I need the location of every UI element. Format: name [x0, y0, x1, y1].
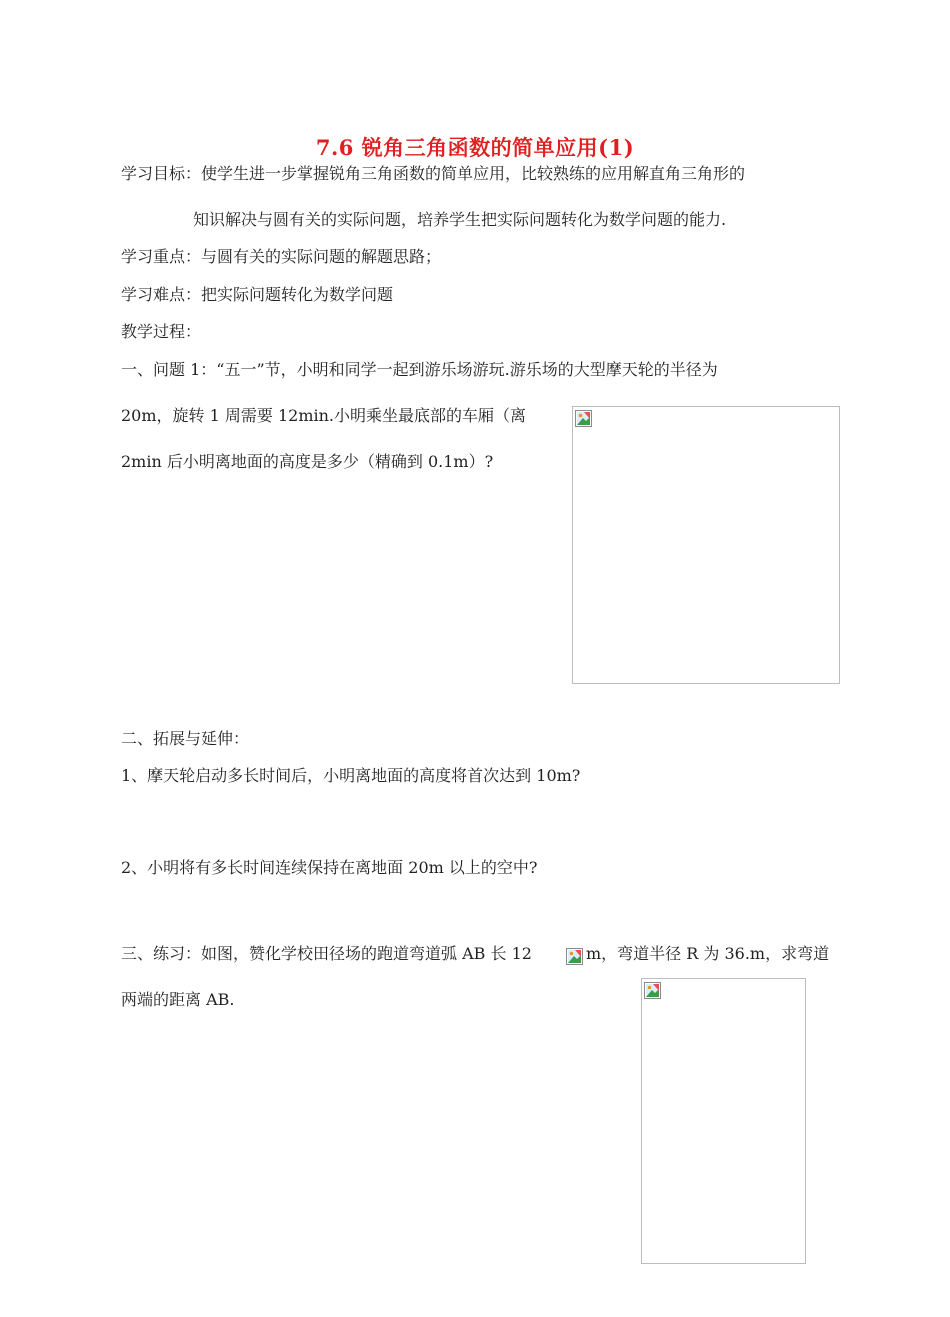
practice-line-1b: m，弯道半径 R 为 36.m，求弯道: [586, 944, 830, 963]
problem1-line-1: 一、问题 1：“五一”节，小明和同学一起到游乐场游玩.游乐场的大型摩天轮的半径为: [121, 360, 718, 379]
track-figure: [641, 978, 806, 1264]
broken-image-icon: [566, 948, 583, 965]
objectives-line-1: 学习目标：使学生进一步掌握锐角三角函数的简单应用，比较熟练的应用解直角三角形的: [121, 164, 746, 183]
extension-question-2: 2、小明将有多长时间连续保持在离地面 20m 以上的空中?: [121, 858, 538, 877]
problem1-line-2a: 20m，旋转 1 周需要 12min.小明乘坐最底部的车厢（离: [121, 406, 527, 425]
extension-heading: 二、拓展与延伸：: [121, 729, 250, 748]
practice-line-1a: 三、练习：如图，赞化学校田径场的跑道弯道弧 AB 长 12: [121, 944, 532, 963]
ferris-wheel-figure: [572, 406, 840, 684]
teaching-process: 教学过程：: [121, 322, 202, 341]
key-point: 学习重点：与圆有关的实际问题的解题思路；: [121, 247, 442, 266]
broken-image-icon: [644, 982, 661, 999]
practice-line-2: 两端的距离 AB.: [121, 990, 235, 1009]
extension-question-1: 1、摩天轮启动多长时间后，小明离地面的高度将首次达到 10m?: [121, 766, 581, 785]
problem1-line-3: 2min 后小明离地面的高度是多少（精确到 0.1m）?: [121, 452, 494, 471]
objectives-line-2: 知识解决与圆有关的实际问题，培养学生把实际问题转化为数学问题的能力.: [193, 210, 727, 229]
difficulty: 学习难点：把实际问题转化为数学问题: [121, 285, 394, 304]
broken-image-icon: [575, 410, 592, 427]
page-title: 7.6 锐角三角函数的简单应用(1): [315, 135, 635, 160]
